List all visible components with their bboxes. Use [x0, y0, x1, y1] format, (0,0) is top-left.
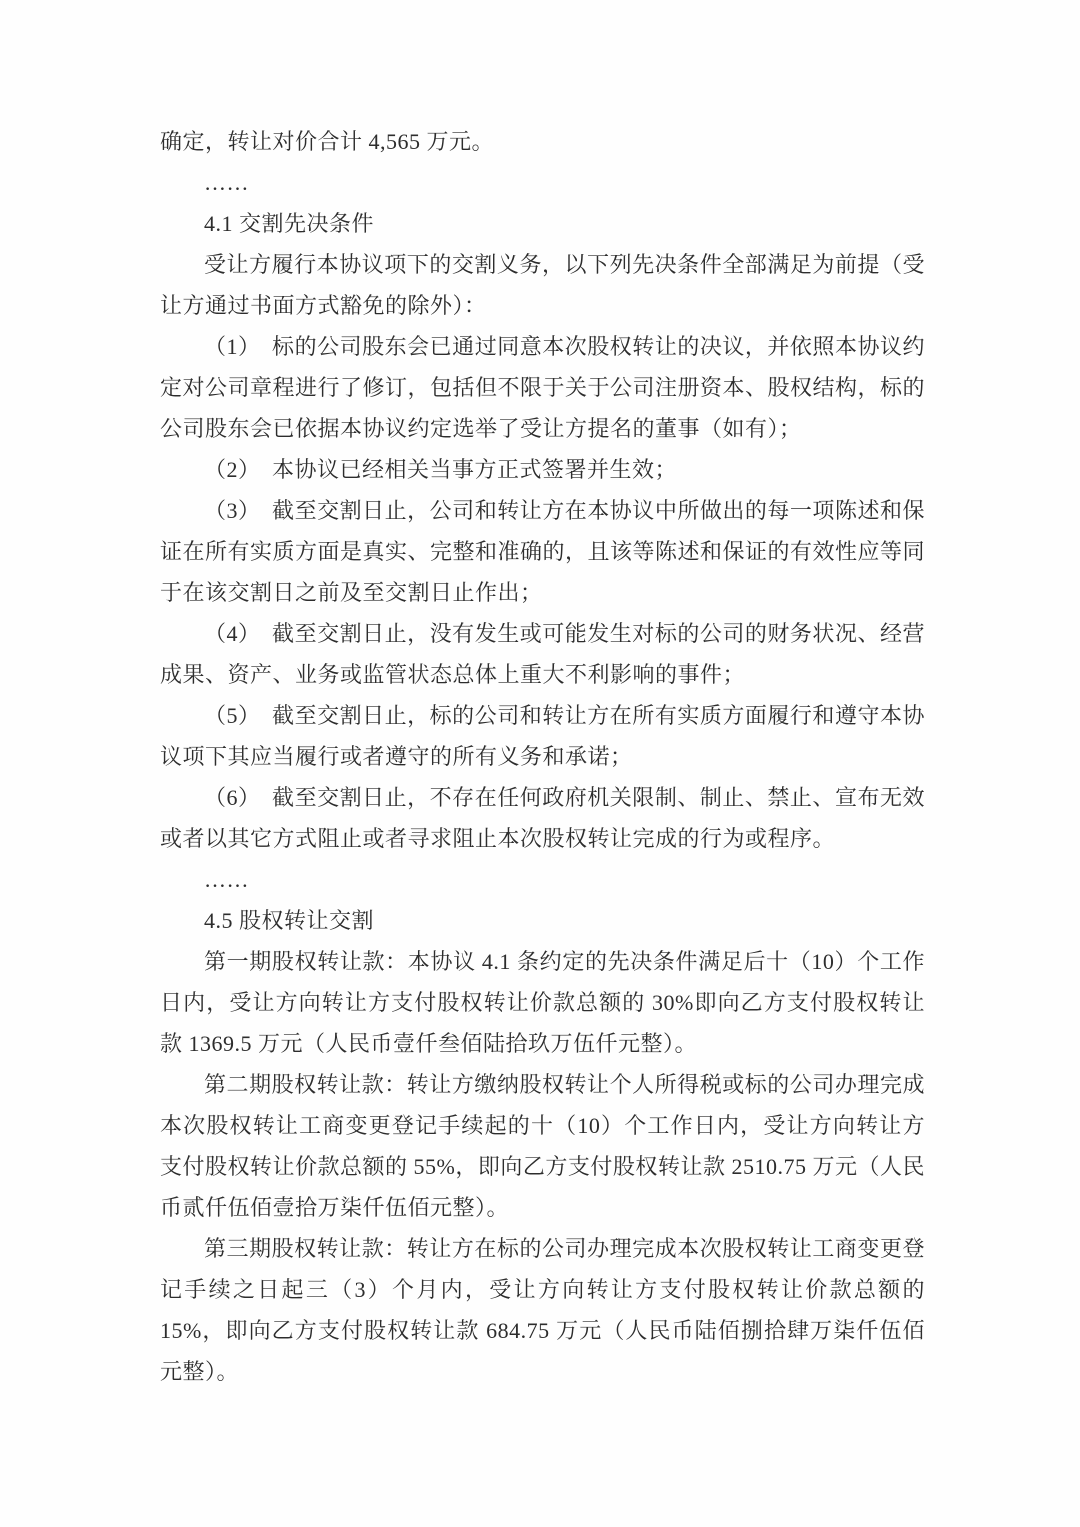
condition-item-6: （6） 截至交割日止，不存在任何政府机关限制、制止、禁止、宣布无效或者以其它方式阻止或者寻求阻止本次股权转让完成的行为或程序。	[160, 785, 925, 851]
condition-item-5: （5） 截至交割日止，标的公司和转让方在所有实质方面履行和遵守本协议项下其应当履行或者遵守的所有义务和承诺；	[160, 703, 925, 769]
ellipsis-omitted-text-2: ……	[204, 867, 249, 892]
paragraph-conditions-intro: 受让方履行本协议项下的交割义务，以下列先决条件全部满足为前提（受让方通过书面方式豁免的除外）：	[160, 252, 925, 318]
paragraph-transfer-consideration-total: 确定，转让对价合计 4,565 万元。	[160, 129, 495, 154]
ellipsis-omitted-text-1: ……	[204, 170, 249, 195]
paragraph-third-installment: 第三期股权转让款：转让方在标的公司办理完成本次股权转让工商变更登记手续之日起三（3）个月内，受让方向转让方支付股权转让价款总额的 15%，即向乙方支付股权转让款 684.75 万元（人民币陆佰捌拾肆万柒仟伍佰元整）。	[160, 1236, 925, 1384]
contract-text-body	[160, 121, 925, 1392]
condition-item-1: （1） 标的公司股东会已通过同意本次股权转让的决议，并依照本协议约定对公司章程进行了修订，包括但不限于关于公司注册资本、股权结构，标的公司股东会已依据本协议约定选举了受让方提名的董事（如有）；	[160, 334, 926, 441]
paragraph-first-installment: 第一期股权转让款：本协议 4.1 条约定的先决条件满足后十（10）个工作日内，受让方向转让方支付股权转让价款总额的 30%即向乙方支付股权转让款 1369.5 万元（人民币壹仟叁佰陆拾玖万伍仟元整）。	[160, 949, 925, 1056]
condition-item-3: （3） 截至交割日止，公司和转让方在本协议中所做出的每一项陈述和保证在所有实质方面是真实、完整和准确的，且该等陈述和保证的有效性应等同于在该交割日之前及至交割日止作出；	[160, 498, 926, 605]
condition-item-2: （2） 本协议已经相关当事方正式签署并生效；	[204, 457, 678, 482]
section-heading-4-1: 4.1 交割先决条件	[204, 211, 375, 236]
section-heading-4-5: 4.5 股权转让交割	[204, 908, 375, 933]
condition-item-4: （4） 截至交割日止，没有发生或可能发生对标的公司的财务状况、经营成果、资产、业务或监管状态总体上重大不利影响的事件；	[160, 621, 925, 687]
paragraph-second-installment: 第二期股权转让款：转让方缴纳股权转让个人所得税或标的公司办理完成本次股权转让工商变更登记手续起的十（10）个工作日内，受让方向转让方支付股权转让价款总额的 55%，即向乙方支付股权转让款 2510.75 万元（人民币贰仟伍佰壹拾万柒仟伍佰元整）。	[160, 1072, 925, 1220]
